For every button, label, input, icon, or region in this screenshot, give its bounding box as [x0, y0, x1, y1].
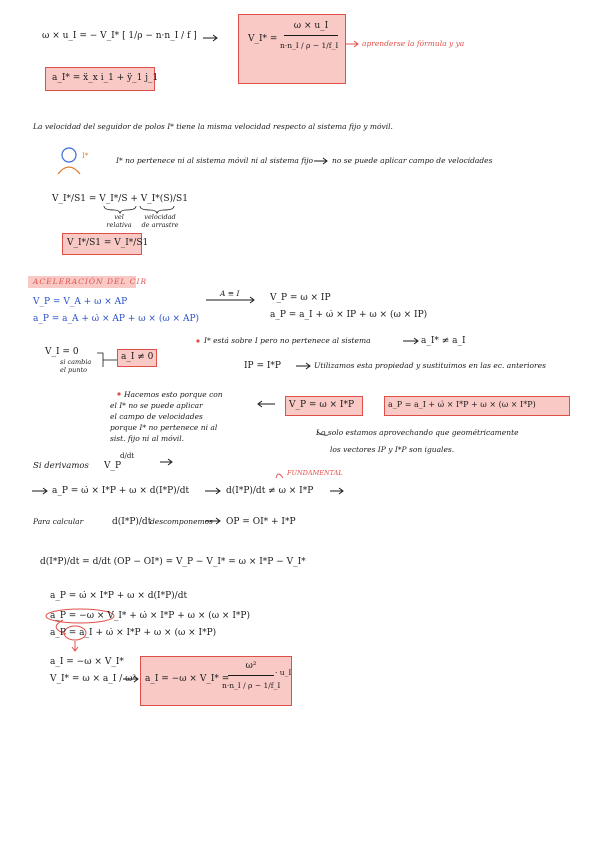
geometry-note-2: los vectores IP y I*P son iguales.: [330, 445, 455, 454]
accel-formula: a_I* = ẍ_x i_1 + ÿ_1 j_1: [52, 73, 159, 83]
derive-line: a_P = ω̇ × I*P + ω × d(I*P)/dt: [52, 486, 190, 496]
box-vp-eq: V_P = ω × I*P: [289, 400, 355, 410]
velocity-composition-eq: V_I*/S1 = V_I*/S + V_I*(S)/S1: [52, 194, 188, 204]
bullet2-line-1: Hacemos esto porque con: [124, 390, 223, 399]
geometry-note-1: Lo solo estamos aprovechando que geométricamente: [316, 428, 519, 437]
bullet-result: a_I* ≠ a_I: [421, 336, 466, 346]
blue-velocity-field: V_P = V_A + ω × AP: [33, 297, 128, 307]
derive-neq: d(I*P)/dt ≠ ω × I*P: [226, 486, 314, 496]
final-fraction-bar: [228, 675, 274, 676]
a-equals-i-label: A ≡ I: [220, 289, 240, 298]
drag-velocity-label: velocidad de arrastre: [141, 213, 179, 229]
intro-sentence: La velocidad del seguidor de polos I* tiene la misma velocidad respecto al sistema fijo y móvil.: [33, 122, 393, 131]
person-label: I*: [82, 152, 89, 160]
velocity-equal-eq: V_I*/S1 = V_I*/S1: [67, 238, 149, 248]
person-note: I* no pertenece ni al sistema móvil ni al sistema fijo: [116, 156, 314, 165]
derivative-eq: d(I*P)/dt = d/dt (OP − OI*) = V_P − V_I* = ω × I*P − V_I*: [40, 557, 306, 567]
ap-step-3: a_P = a_I + ω̇ × I*P + ω × (ω × I*P): [50, 628, 217, 638]
ip-eq: IP = I*P: [244, 361, 281, 371]
section-heading: ACELERACIÓN DEL CIR: [33, 277, 148, 286]
bullet2-line-4: porque I* no pertenece ni al: [110, 423, 218, 432]
fundamental-label: FUNDAMENTAL: [287, 469, 343, 477]
vi-eq: V_I* = ω × a_I / ω²: [50, 674, 137, 684]
final-numerator: ω²: [245, 661, 257, 671]
calc-note: descomponemos: [150, 517, 213, 526]
relative-velocity-label: vel relativa: [106, 213, 132, 229]
bullet2-line-3: el campo de velocidades: [110, 412, 203, 421]
calc-result: OP = OI* + I*P: [226, 517, 296, 527]
final-denominator: n·n_I / ρ − 1/f_I: [222, 681, 281, 690]
vp-eq: V_P = ω × IP: [270, 293, 331, 303]
box-ap-eq: a_P = a_I + ω̇ × I*P + ω × (ω × I*P): [388, 400, 536, 409]
derive-vp: V_P: [104, 461, 122, 471]
bullet2-line-5: sist. fijo ni al móvil.: [110, 434, 185, 443]
derive-ddt: d/dt: [120, 452, 135, 460]
final-lhs: a_I = −ω × V_I* =: [145, 674, 230, 684]
bullet2-line-2: el I* no se puede aplicar: [110, 401, 203, 410]
calc-frac: d(I*P)/dt: [112, 517, 152, 527]
ai-eq: a_I = −ω × V_I*: [50, 657, 124, 667]
vi-note: si cambia el punto: [60, 358, 92, 374]
ap-eq: a_P = a_I + ω̇ × IP + ω × (ω × IP): [270, 310, 428, 320]
blue-accel-field: a_P = a_A + ω̇ × AP + ω × (ω × AP): [33, 314, 200, 324]
calc-intro: Para calcular: [33, 517, 84, 526]
vi-zero-eq: V_I = 0: [45, 347, 79, 357]
ai-not-zero: a_I ≠ 0: [121, 352, 154, 362]
derive-intro: Si derivamos: [33, 461, 89, 471]
velocity-formula-numerator: ω × u_I: [293, 21, 329, 31]
final-tail: · u_I: [275, 668, 292, 677]
velocity-formula-lhs: V_I* =: [248, 34, 278, 44]
ap-step-1: a_P = ω̇ × I*P + ω × d(I*P)/dt: [50, 591, 188, 601]
person-conclusion: no se puede aplicar campo de velocidades: [332, 156, 493, 165]
fraction-bar: [284, 35, 338, 36]
eq-omega-cross-u: ω × u_I = − V_I* [ 1/ρ − n·n_I / f ]: [42, 31, 197, 41]
ip-note: Utilizamos esta propiedad y sustituimos en las ec. anteriores: [314, 361, 546, 370]
velocity-formula-denominator: n·n_I / ρ − 1/f_I: [280, 41, 339, 50]
ap-step-2: a_P = −ω × V_I* + ω̇ × I*P + ω × (ω × I*P): [50, 611, 250, 621]
memorize-note: aprenderse la fórmula y ya: [362, 39, 465, 48]
bullet-note: I* está sobre I pero no pertenece al sistema: [204, 336, 371, 345]
